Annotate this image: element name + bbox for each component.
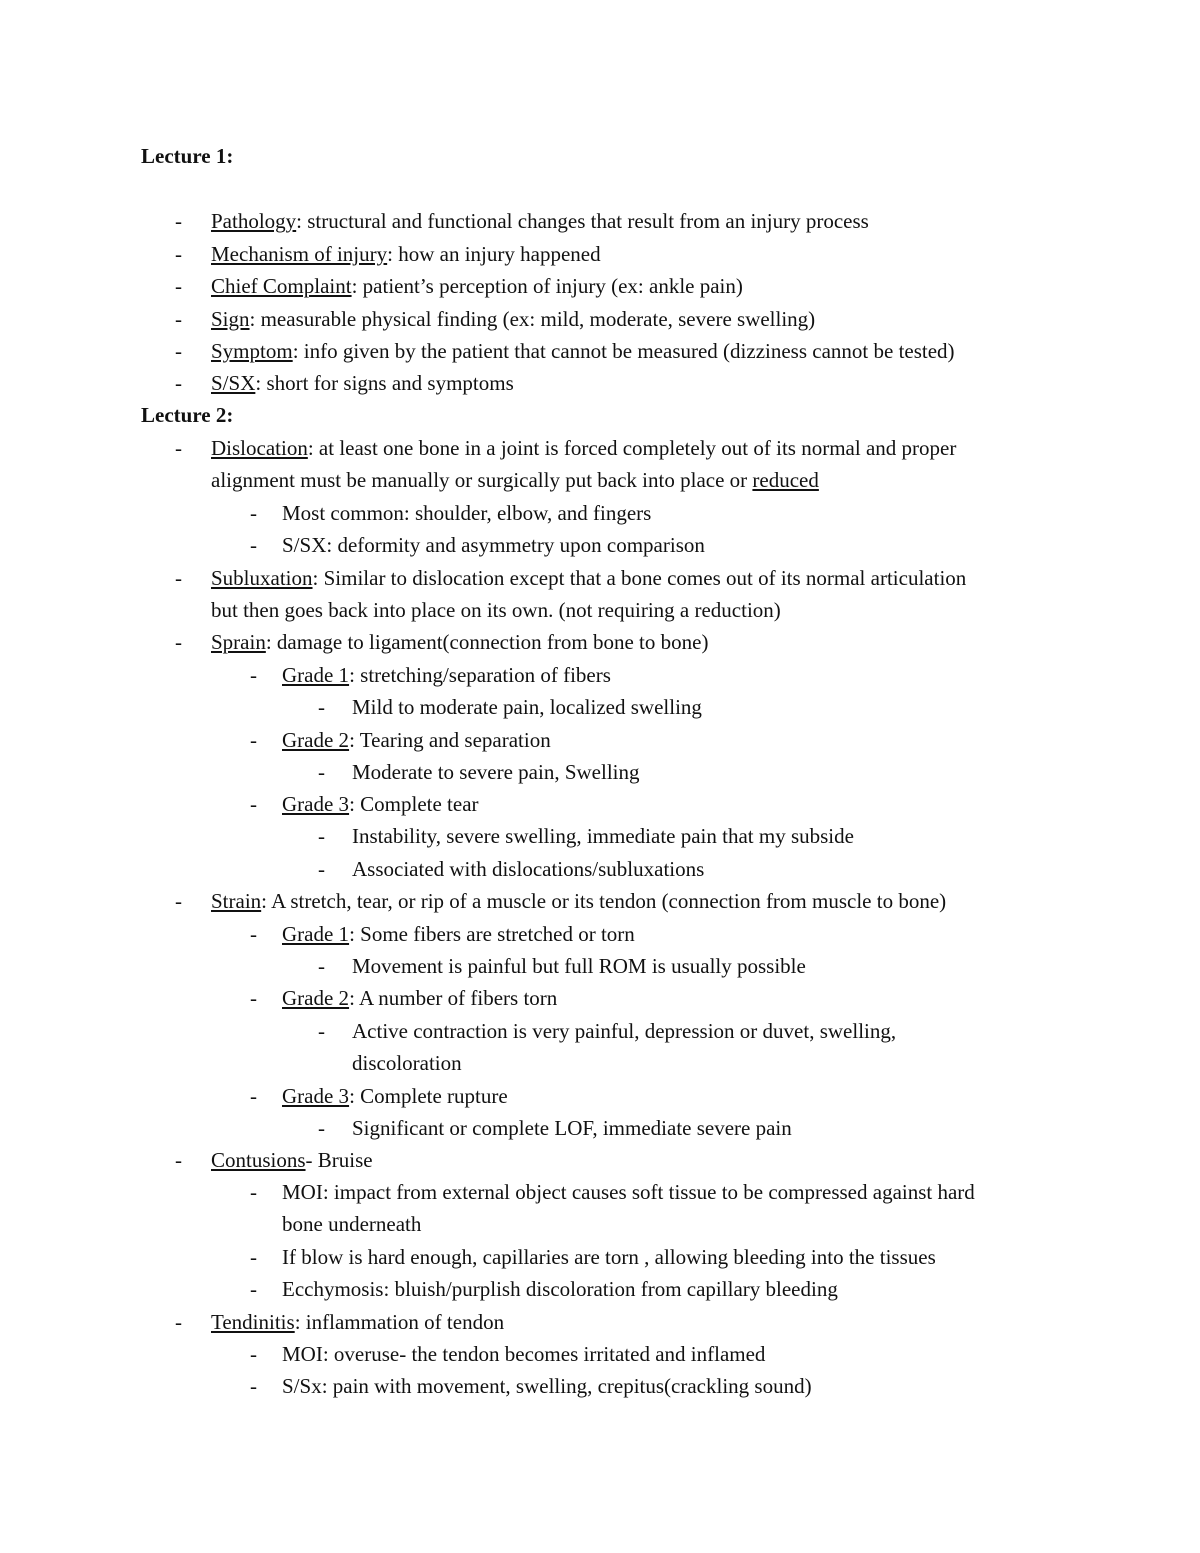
bullet-dash: - <box>250 1374 257 1398</box>
term-grade-2: Grade 2 <box>282 728 350 752</box>
term-grade-1: Grade 1 <box>282 663 350 687</box>
bullet-dash: - <box>318 824 325 848</box>
lecture-1-heading: Lecture 1: <box>141 144 234 168</box>
bullet-dash: - <box>318 1116 325 1140</box>
bullet-dash: - <box>318 857 325 881</box>
sub-item-text: Associated with dislocations/subluxations <box>352 857 705 881</box>
bullet-dash: - <box>250 1277 257 1301</box>
bullet-dash: - <box>250 986 257 1010</box>
term-contusions: Contusions <box>211 1148 306 1172</box>
definition-text: : A number of fibers torn <box>349 986 558 1010</box>
sub-item-text: Mild to moderate pain, localized swelling <box>352 695 702 719</box>
bullet-dash: - <box>318 760 325 784</box>
bullet-dash: - <box>175 1310 182 1334</box>
definition-text: : Complete tear <box>349 792 479 816</box>
term-sign: Sign <box>211 307 250 331</box>
sub-item-text: Active contraction is very painful, depression or duvet, swelling, <box>352 1019 897 1043</box>
term-chief-complaint: Chief Complaint <box>211 274 352 298</box>
sub-item-text: Significant or complete LOF, immediate severe pain <box>352 1116 792 1140</box>
definition-text: : damage to ligament(connection from bone to bone) <box>265 630 709 654</box>
bullet-dash: - <box>175 889 182 913</box>
definition-text: : inflammation of tendon <box>294 1310 505 1334</box>
bullet-dash: - <box>250 501 257 525</box>
term-s-sx: S/SX <box>211 371 256 395</box>
term-tendinitis: Tendinitis <box>211 1310 295 1334</box>
sub-item-text: Most common: shoulder, elbow, and fingers <box>282 501 652 525</box>
sub-item-text: S/SX: deformity and asymmetry upon comparison <box>282 533 705 557</box>
term-symptom: Symptom <box>211 339 293 363</box>
definition-text: : Complete rupture <box>349 1084 508 1108</box>
sub-item-text: MOI: impact from external object causes soft tissue to be compressed against hard <box>282 1180 975 1204</box>
bullet-dash: - <box>250 728 257 752</box>
definition-text: : how an injury happened <box>387 242 601 266</box>
bullet-dash: - <box>175 1148 182 1172</box>
sub-item-text: Instability, severe swelling, immediate pain that my subside <box>352 824 854 848</box>
bullet-dash: - <box>175 566 182 590</box>
term-grade-2: Grade 2 <box>282 986 350 1010</box>
bullet-dash: - <box>250 792 257 816</box>
term-mechanism-of-injury: Mechanism of injury <box>211 242 388 266</box>
definition-text: alignment must be manually or surgically put back into place or <box>211 468 753 492</box>
bullet-dash: - <box>175 242 182 266</box>
bullet-dash: - <box>250 1342 257 1366</box>
bullet-dash: - <box>175 307 182 331</box>
term-dislocation: Dislocation <box>211 436 308 460</box>
bullet-dash: - <box>175 630 182 654</box>
sub-item-text: S/Sx: pain with movement, swelling, crepitus(crackling sound) <box>282 1374 812 1398</box>
lecture-2-heading: Lecture 2: <box>141 403 234 427</box>
sub-item-text: Movement is painful but full ROM is usually possible <box>352 954 806 978</box>
definition-text: : at least one bone in a joint is forced completely out of its normal and proper <box>307 436 957 460</box>
definition-text: : stretching/separation of fibers <box>349 663 611 687</box>
definition-text: : measurable physical finding (ex: mild, moderate, severe swelling) <box>249 307 816 331</box>
definition-text: : Tearing and separation <box>349 728 551 752</box>
sub-item-text: Ecchymosis: bluish/purplish discoloration from capillary bleeding <box>282 1277 838 1301</box>
bullet-dash: - <box>318 695 325 719</box>
term-pathology: Pathology <box>211 209 297 233</box>
definition-text: : patient’s perception of injury (ex: ankle pain) <box>351 274 743 298</box>
term-subluxation: Subluxation <box>211 566 313 590</box>
continuation-line: but then goes back into place on its own. (not requiring a reduction) <box>211 598 781 622</box>
bullet-dash: - <box>175 371 182 395</box>
bullet-dash: - <box>318 1019 325 1043</box>
definition-text: : A stretch, tear, or rip of a muscle or its tendon (connection from muscle to bone) <box>261 889 947 913</box>
bullet-dash: - <box>250 1180 257 1204</box>
definition-text: - Bruise <box>305 1148 373 1172</box>
bullet-dash: - <box>318 954 325 978</box>
term-strain: Strain <box>211 889 262 913</box>
term-grade-3: Grade 3 <box>282 1084 350 1108</box>
definition-text: : short for signs and symptoms <box>255 371 514 395</box>
bullet-dash: - <box>175 339 182 363</box>
sub-item-text: MOI: overuse- the tendon becomes irritated and inflamed <box>282 1342 766 1366</box>
definition-text: : Similar to dislocation except that a bone comes out of its normal articulation <box>312 566 967 590</box>
bullet-dash: - <box>250 533 257 557</box>
definition-text: : info given by the patient that cannot be measured (dizziness cannot be tested) <box>292 339 955 363</box>
term-sprain: Sprain <box>211 630 266 654</box>
bullet-dash: - <box>250 922 257 946</box>
continuation-line: discoloration <box>352 1051 462 1075</box>
bullet-dash: - <box>175 274 182 298</box>
term-reduced: reduced <box>752 468 819 492</box>
term-grade-3: Grade 3 <box>282 792 350 816</box>
definition-text: : structural and functional changes that result from an injury process <box>296 209 869 233</box>
term-grade-1: Grade 1 <box>282 922 350 946</box>
bullet-dash: - <box>250 1084 257 1108</box>
bullet-dash: - <box>175 209 182 233</box>
sub-item-text: Moderate to severe pain, Swelling <box>352 760 640 784</box>
sub-item-text: If blow is hard enough, capillaries are torn , allowing bleeding into the tissues <box>282 1245 936 1269</box>
continuation-line: bone underneath <box>282 1212 422 1236</box>
continuation-line <box>211 468 819 492</box>
bullet-dash: - <box>250 1245 257 1269</box>
bullet-dash: - <box>175 436 182 460</box>
bullet-dash: - <box>250 663 257 687</box>
definition-text: : Some fibers are stretched or torn <box>349 922 635 946</box>
